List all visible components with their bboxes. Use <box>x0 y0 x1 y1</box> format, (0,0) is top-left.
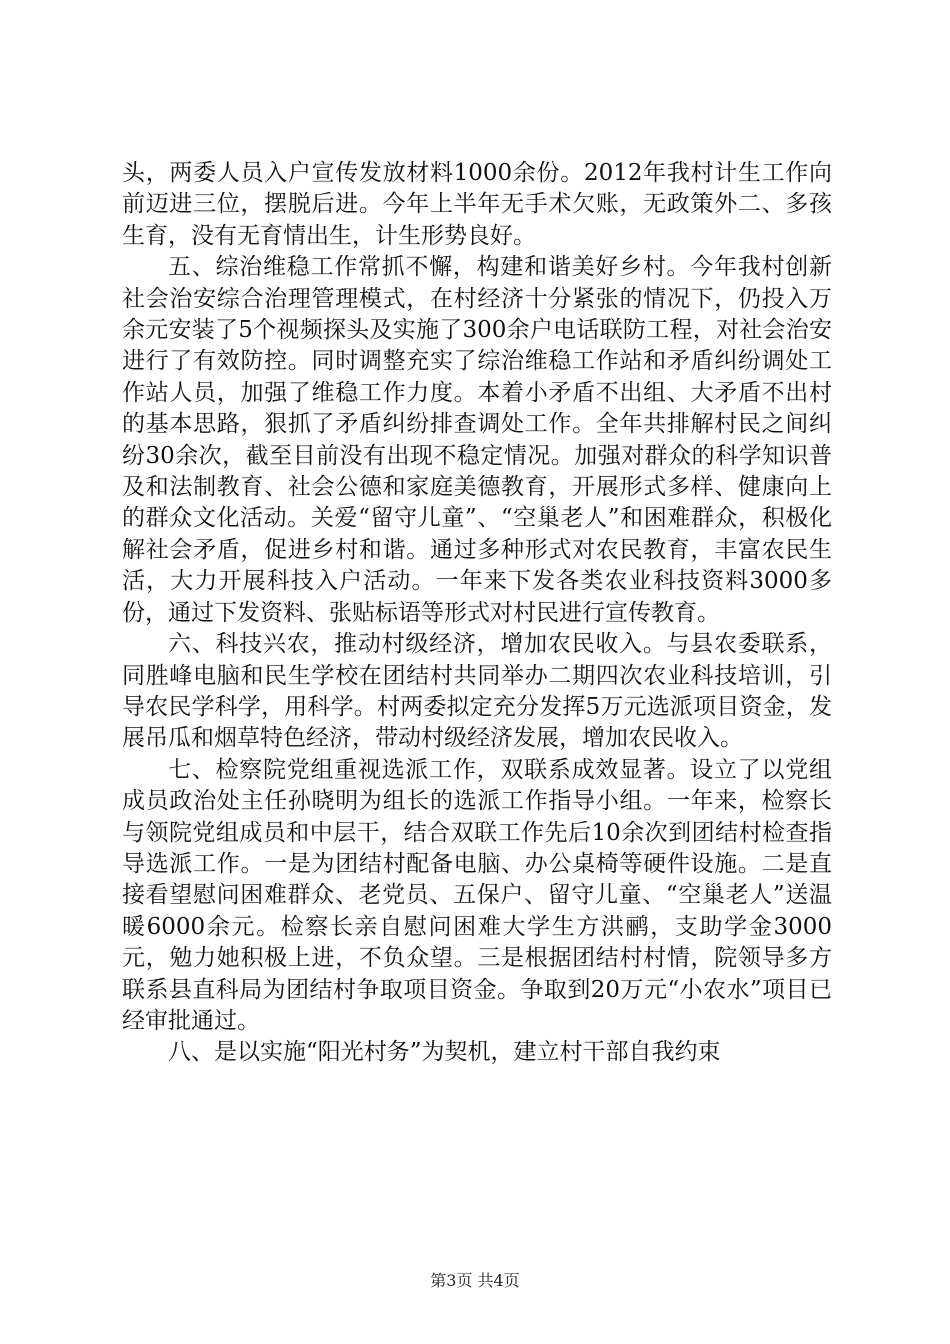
document-body <box>122 158 832 1069</box>
paragraph-continuation: 头，两委人员入户宣传发放材料1000余份。2012年我村计生工作向前迈进三位，摆脱后进。今年上半年无手术欠账，无政策外二、多孩生育，没有无育情出生，计生形势良好。 <box>122 160 832 249</box>
paragraph-section-8: 八、是以实施“阳光村务”为契机，建立村干部自我约束 <box>168 1039 721 1066</box>
page-footer: 第3页 共4页 <box>430 1271 520 1290</box>
paragraph-section-7: 七、检察院党组重视选派工作，双联系成效显著。设立了以党组成员政治处主任孙晓明为组长的选派工作指导小组。一年来，检察长与领院党组成员和中层干，结合双联工作先后10余次到团结村检查指导选派工作。一是为团结村配备电脑、办公桌椅等硬件设施。二是直接看望慰问困难群众、老党员、五保户、留守儿童、“空巢老人”送温暖6000余元。检察长亲自慰问困难大学生方洪鹂，支助学金3000元，勉力她积极上进，不负众望。三是根据团结村村情，院领导多方联系县直科局为团结村争取项目资金。争取到20万元“小农水”项目已经审批通过。 <box>122 756 832 1034</box>
paragraph-section-6: 六、科技兴农，推动村级经济，增加农民收入。与县农委联系，同胜峰电脑和民生学校在团结村共同举办二期四次农业科技培训，引导农民学科学，用科学。村两委拟定充分发挥5万元选派项目资金，发展吊瓜和烟草特色经济，带动村级经济发展，增加农民收入。 <box>122 631 832 752</box>
paragraph-section-5: 五、综治维稳工作常抓不懈，构建和谐美好乡村。今年我村创新社会治安综合治理管理模式，在村经济十分紧张的情况下，仍投入万余元安装了5个视频探头及实施了300余户电话联防工程，对社会治安进行了有效防控。同时调整充实了综治维稳工作站和矛盾纠纷调处工作站人员，加强了维稳工作力度。本着小矛盾不出组、大矛盾不出村的基本思路，狠抓了矛盾纠纷排查调处工作。全年共排解村民之间纠纷30余次，截至目前没有出现不稳定情况。加强对群众的科学知识普及和法制教育、社会公德和家庭美德教育，开展形式多样、健康向上的群众文化活动。关爱“留守儿童”、“空巢老人”和困难群众，积极化解社会矛盾，促进乡村和谐。通过多种形式对农民教育，丰富农民生活，大力开展科技入户活动。一年来下发各类农业科技资料3000多份，通过下发资料、张贴标语等形式对村民进行宣传教育。 <box>122 254 832 626</box>
